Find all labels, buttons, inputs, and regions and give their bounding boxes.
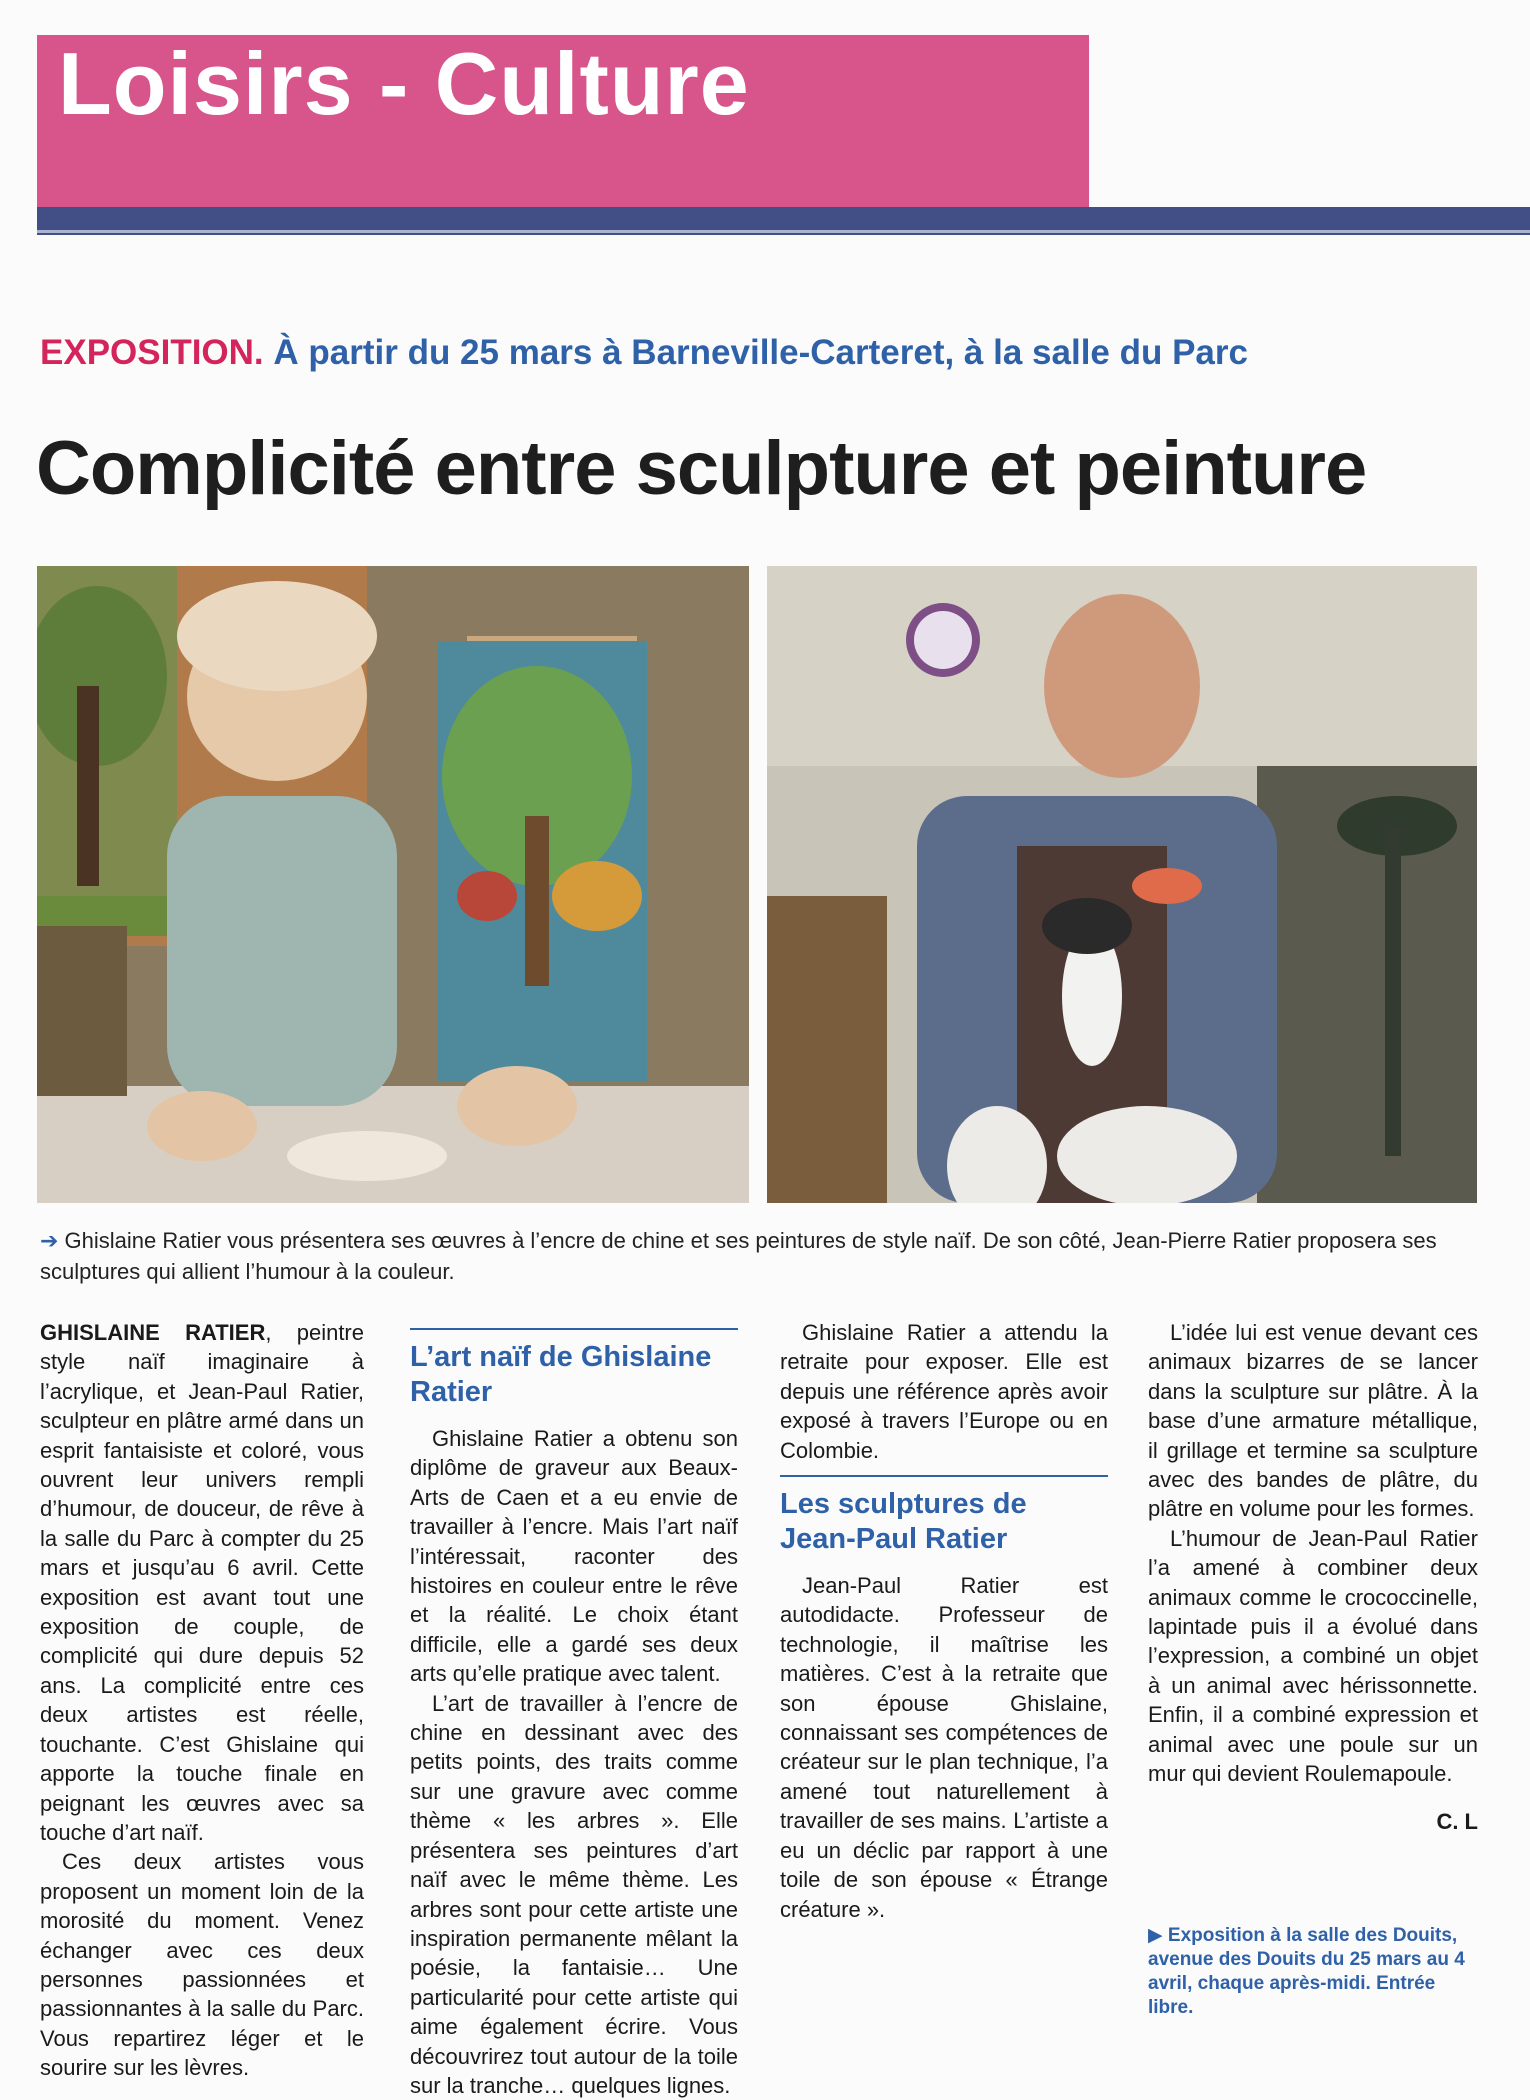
info-text: Exposition à la salle des Douits, avenue des Douits du 25 mars au 4 avril, chaque après-midi. Entrée libre. — [1148, 1925, 1465, 2018]
photo-painter — [37, 566, 749, 1203]
article-column-1 — [40, 1318, 364, 2083]
kicker — [40, 333, 1248, 373]
photo-caption — [40, 1225, 1480, 1287]
intro-lead: GHISLAINE RATIER — [40, 1320, 266, 1345]
article-column-3 — [780, 1318, 1108, 1924]
paragraph-5: Ghislaine Ratier a attendu la retraite pour exposer. Elle est depuis une référence après avoir exposé à travers l’Europe ou en Colombie. — [780, 1320, 1108, 1463]
paragraph-7: L’idée lui est venue devant ces animaux bizarres de se lancer dans la sculpture sur plâtre. À la base d’une armature métallique, il grillage et termine sa sculpture avec des bandes de plâtre, du plâtre en volume pour les formes. — [1148, 1320, 1478, 1522]
paragraph-2: Ces deux artistes vous proposent un moment loin de la morosité du moment. Venez échanger avec ces deux personnes passionnées et passionnantes à la salle du Parc. Vous repartirez léger et le sourire sur les lèvres. — [40, 1849, 364, 2081]
paragraph-4: L’art de travailler à l’encre de chine en dessinant avec des petits points, des traits comme sur une gravure avec comme thème « les arbres ». Elle présentera ses peintures d’art naïf avec le même thème. Les arbres sont pour cette artiste une inspiration permanente mêlant la poésie, la fantaisie… Une particularité pour cette artiste qui aime également écrire. Vous découvrirez tout autour de la toile sur la tranche… quelques lignes. — [410, 1690, 738, 2098]
caption-arrow-icon: ➔ — [40, 1228, 59, 1253]
author-signature: C. L — [1436, 1808, 1478, 1834]
paragraph-8: L’humour de Jean-Paul Ratier l’a amené à combiner deux animaux comme le crococcinelle, lapintade puis il a évolué dans l’expression, a combiné un objet à un animal avec hérissonnette. Enfin, il a combiné expression et animal avec une poule sur un mur qui devient Roulemapoule. — [1148, 1525, 1478, 1787]
intro-text: , peintre style naïf imaginaire à l’acrylique, et Jean-Paul Ratier, sculpteur en plâtre armé dans un esprit fantaisiste et coloré, vous ouvrent leur univers rempli d’humour, de douceur, de rêve à la salle du Parc à compter du 25 mars et jusqu’au 6 avril. Cette exposition est avant tout une exposition de couple, de complicité qui dure depuis 52 ans. La complicité entre ces deux artistes est réelle, touchante. C’est Ghislaine qui apporte la touche finale en peignant les œuvres avec sa touche d’art naïf. — [40, 1320, 364, 1845]
caption-text: Ghislaine Ratier vous présentera ses œuvres à l’encre de chine et ses peintures de style naïf. De son côté, Jean-Pierre Ratier proposera ses sculptures qui allient l’humour à la couleur. — [40, 1228, 1437, 1284]
intro-paragraph — [40, 1318, 364, 1847]
section-rule-thin — [37, 230, 1530, 233]
info-arrow-icon: ▶ — [1148, 1925, 1163, 1946]
subheading-sculptures: Les sculptures de Jean-Paul Ratier — [780, 1475, 1108, 1557]
photo-sculptor — [767, 566, 1477, 1203]
article-column-2 — [410, 1318, 738, 2100]
section-title: Loisirs - Culture — [58, 34, 750, 133]
article-column-4 — [1148, 1318, 1478, 1836]
subheading-art-naif: L’art naïf de Ghislaine Ratier — [410, 1328, 738, 1410]
paragraph-6: Jean-Paul Ratier est autodidacte. Professeur de technologie, il maîtrise les matières. C’est à la retraite que son épouse Ghislaine, connaissant ses compétences de créateur sur le plan technique, l’a amené tout naturellement à travailler de ses mains. L’artiste a eu un déclic par rapport à une toile de son épouse « Étrange créature ». — [780, 1573, 1108, 1922]
kicker-label: EXPOSITION. — [40, 333, 264, 372]
paragraph-3: Ghislaine Ratier a obtenu son diplôme de graveur aux Beaux-Arts de Caen et a eu envie de travailler à l’encre. Mais l’art naïf l’intéressait, raconter des histoires en couleur entre le rêve et la réalité. Le choix étant difficile, elle a gardé ses deux arts qu’elle pratique avec talent. — [410, 1426, 738, 1687]
kicker-text: À partir du 25 mars à Barneville-Carteret, à la salle du Parc — [263, 333, 1248, 372]
headline: Complicité entre sculpture et peinture — [36, 426, 1367, 511]
info-box — [1148, 1924, 1474, 2020]
